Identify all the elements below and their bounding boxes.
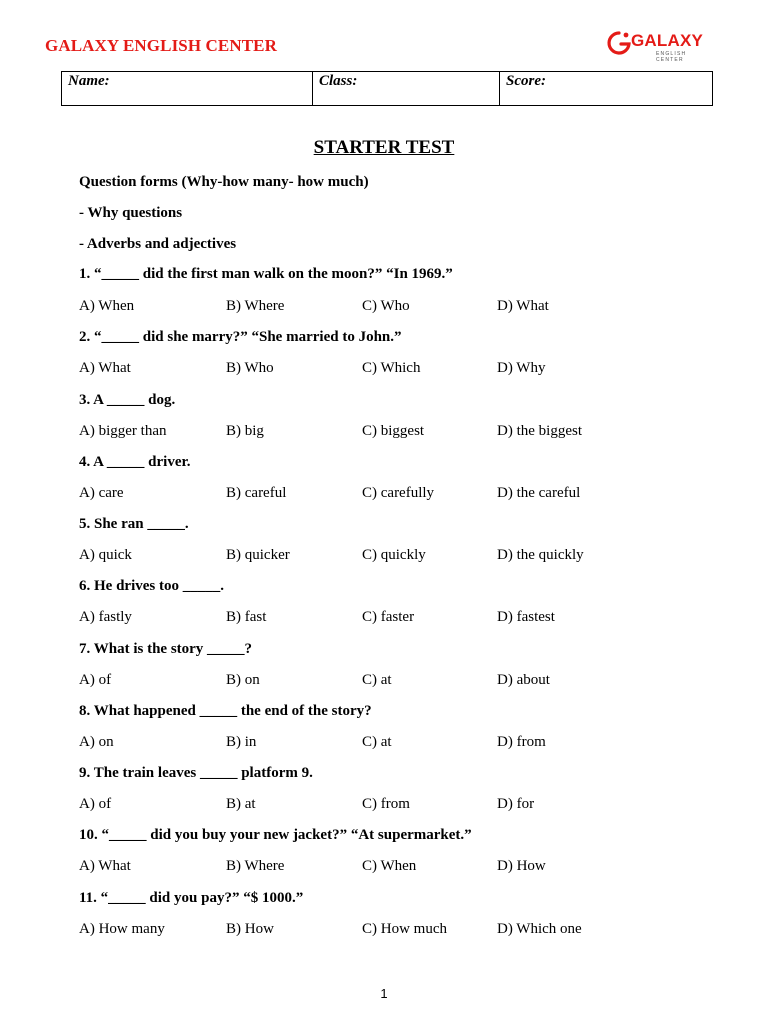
answer-option[interactable]: A) bigger than [79,423,167,439]
question-text: 11. “_____ did you pay?” “$ 1000.” [79,890,304,906]
answer-option[interactable]: C) When [362,858,417,874]
answer-option[interactable]: A) When [79,298,135,314]
answer-option[interactable]: A) care [79,485,124,501]
answer-option[interactable]: B) careful [226,485,287,501]
answer-option[interactable]: B) in [226,734,257,750]
answer-option[interactable]: A) How many [79,921,165,937]
name-label: Name: [68,73,110,89]
answer-option[interactable]: B) fast [226,609,267,625]
answer-option[interactable]: B) on [226,672,260,688]
answer-option[interactable]: D) the biggest [497,423,582,439]
answer-option[interactable]: B) How [226,921,274,937]
answer-option[interactable]: C) at [362,672,392,688]
logo-swirl-icon [606,30,632,58]
name-field[interactable] [62,72,313,106]
answer-option[interactable]: D) the careful [497,485,581,501]
question-text: 3. A _____ dog. [79,392,176,408]
answer-option[interactable]: A) of [79,796,112,812]
answer-option[interactable]: B) quicker [226,547,290,563]
answer-option[interactable]: A) What [79,360,131,376]
answer-option[interactable]: D) the quickly [497,547,584,563]
answer-option[interactable]: C) Who [362,298,410,314]
logo-subtext: ENGLISH CENTER [656,51,687,63]
answer-option[interactable]: A) quick [79,547,132,563]
answer-option[interactable]: D) for [497,796,535,812]
answer-option[interactable]: B) big [226,423,264,439]
answer-option[interactable]: B) Where [226,858,285,874]
answer-option[interactable]: C) from [362,796,410,812]
question-text: 8. What happened _____ the end of the story? [79,703,372,719]
page-number: 1 [380,986,388,1001]
answer-option[interactable]: C) faster [362,609,415,625]
galaxy-logo [606,30,716,63]
answer-option[interactable]: A) on [79,734,114,750]
question-text: 6. He drives too _____. [79,578,224,594]
class-label: Class: [319,73,358,89]
answer-option[interactable]: A) of [79,672,112,688]
student-info-table [61,71,713,106]
answer-option[interactable]: A) What [79,858,131,874]
topic-line: Question forms (Why-how many- how much) [79,174,369,190]
answer-option[interactable]: D) from [497,734,546,750]
answer-option[interactable]: C) quickly [362,547,426,563]
answer-option[interactable]: C) biggest [362,423,425,439]
answer-option[interactable]: C) at [362,734,392,750]
answer-option[interactable]: D) How [497,858,546,874]
answer-option[interactable]: D) What [497,298,549,314]
score-field[interactable] [500,72,713,106]
answer-option[interactable]: B) at [226,796,256,812]
question-text: 10. “_____ did you buy your new jacket?” “At supermarket.” [79,827,472,843]
answer-option[interactable]: B) Who [226,360,274,376]
answer-option[interactable]: D) fastest [497,609,555,625]
question-text: 4. A _____ driver. [79,454,191,470]
question-text: 9. The train leaves _____ platform 9. [79,765,313,781]
topic-line: - Why questions [79,205,183,221]
answer-option[interactable]: C) carefully [362,485,435,501]
answer-option[interactable]: A) fastly [79,609,132,625]
answer-option[interactable]: C) Which [362,360,421,376]
test-title: STARTER TEST [313,137,455,158]
class-field[interactable] [313,72,500,106]
logo-text: GALAXY [631,31,704,50]
answer-option[interactable]: B) Where [226,298,285,314]
answer-option[interactable]: C) How much [362,921,447,937]
score-label: Score: [506,73,546,89]
answer-option[interactable]: D) about [497,672,550,688]
topic-line: - Adverbs and adjectives [79,236,237,252]
question-text: 2. “_____ did she marry?” “She married to John.” [79,329,402,345]
question-text: 5. She ran _____. [79,516,189,532]
header-org-name: GALAXY ENGLISH CENTER [45,36,277,55]
question-text: 7. What is the story _____? [79,641,253,657]
answer-option[interactable]: D) Which one [497,921,582,937]
answer-option[interactable]: D) Why [497,360,546,376]
question-text: 1. “_____ did the first man walk on the moon?” “In 1969.” [79,266,453,282]
